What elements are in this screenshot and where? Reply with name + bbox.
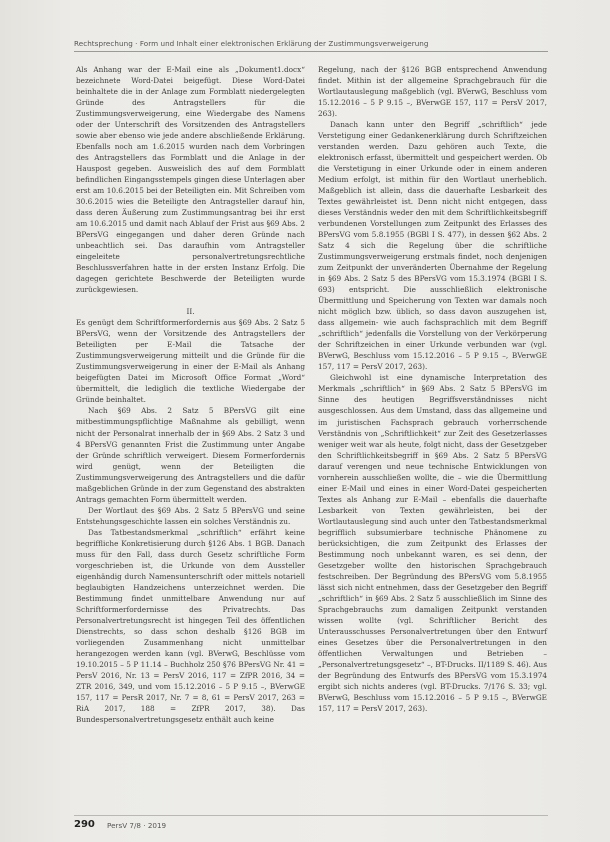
body-paragraph: Der Wortlaut des §69 Abs. 2 Satz 5 BPersVG und seine Entstehungsgeschichte lassen ein solches Verständnis zu. bbox=[76, 505, 305, 526]
issue-label: PersV 7/8 · 2019 bbox=[107, 821, 167, 830]
body-paragraph: Regelung, nach der §126 BGB entsprechend Anwendung findet. Mithin ist der allgemeine Sprachgebrauch für die Wortlautauslegung maßgeblich (vgl. BVerwG, Beschluss vom 15.12.2016 – 5 P 9.15 –, BVerwGE 157, 117 = PersV 2017, 263). bbox=[318, 65, 547, 119]
body-paragraph: Gleichwohl ist eine dynamische Interpretation des Merkmals „schriftlich“ in §69 Abs. 2 Satz 5 BPersVG im Sinne des heutigen Begriffsverständnisses nicht ausgeschlossen. Aus dem Umstand, dass das allgemeine und im juristischen Fachsprach gebrauch vorherrschende Verständnis von „Schriftlichkeit“ zur Zeit des Gesetzerlasses weniger weit war als heute, folgt nicht, dass der Gesetzgeber den Schriftlichkeitsbegriff in §69 Abs. 2 Satz 5 BPersVG darauf verengen und neue technische Entwicklungen von vornherein ausschließen wollte, die – wie die Übermittlung einer E-Mail und eines in einer Word-Datei gespeicherten Textes als Anhang zur E-Mail – ebenfalls die dauerhafte Lesbarkeit von Texten gewährleisten, bei der Wortlautauslegung sind auch unter den Tatbestandsmerkmal begrifflich subsumierbare technische Phänomene zu berücksichtigen, die zum Zeitpunkt des Erlasses der Bestimmung noch unbekannt waren, es sei denn, der Gesetzgeber wollte den historischen Sprachgebrauch festschreiben. Der Begründung des BPersVG vom 5.8.1955 lässt sich nicht entnehmen, dass der Gesetzgeber den Begriff „schriftlich“ in §69 Abs. 2 Satz 5 ausschließlich im Sinne des Sprachgebrauchs zum damaligen Zeitpunkt verstanden wissen wollte (vgl. Schriftlicher Bericht des Unterausschusses Personalvertretungen über den Entwurf eines Gesetzes über die Personalvertretungen in den öffentlichen Verwaltungen und Betrieben – „Personalvertretungsgesetz“ –, BT-Drucks. II/1189 S. 46). Aus der Begründung des Entwurfs des BPersVG vom 15.3.1974 ergibt sich nichts anderes (vgl. BT-Drucks. 7/176 S. 33; vgl. BVerwG, Beschluss vom 15.12.2016 – 5 P 9.15 –, BVerwGE 157, 117 = PersV 2017, 263). bbox=[318, 373, 547, 713]
page-number: 290 bbox=[74, 819, 95, 830]
body-paragraph: Das Tatbestandsmerkmal „schriftlich“ erfährt keine begriffliche Konkretisierung durch §126 Abs. 1 BGB. Danach muss für den Fall, dass durch Gesetz schriftliche Form vorgeschrieben ist, die Urkunde von dem Aussteller eigenhändig durch Namensunterschrift oder mittels notariell beglaubigten Handzeichens unterzeichnet werden. Die Bestimmung findet unmittelbare Anwendung nur auf Schriftformerfordernisse des Privatrechts. Das Personalvertretungsrecht ist hingegen Teil des öffentlichen Dienstrechts, so dass schon deshalb §126 BGB im vorliegenden Zusammenhang nicht unmittelbar herangezogen werden kann (vgl. BVerwG, Beschlüsse vom 19.10.2015 – 5 P 11.14 – Buchholz 250 §76 BPersVG Nr. 41 = PersV 2016, Nr. 13 = PersV 2016, 117 = ZfPR 2016, 34 = ZTR 2016, 349, und vom 15.12.2016 – 5 P 9.15 –, BVerwGE 157, 117 = PersR 2017, Nr. 7 = 8, 61 = PersV 2017, 263 = RiA 2017, 188 = ZfPR 2017, 38). Das Bundespersonalvertretungsgesetz enthält auch keine bbox=[76, 527, 305, 724]
body-paragraph: Nach §69 Abs. 2 Satz 5 BPersVG gilt eine mitbestimmungspflichtige Maßnahme als gebilligt, wenn nicht der Personalrat innerhalb der in §69 Abs. 2 Satz 3 und 4 BPersVG genannten Frist die Zustimmung unter Angabe der Gründe schriftlich verweigert. Diesem Formerfordernis wird genügt, wenn der Beteiligten die Zustimmungsverweigerung des Antragstellers und die dafür maßgeblichen Gründe in der zum Gegenstand des abstrakten Antrags gemachten Form übermittelt werden. bbox=[76, 406, 305, 504]
header-rule bbox=[74, 51, 548, 52]
right-column bbox=[318, 64, 547, 714]
left-column bbox=[76, 64, 305, 725]
section-number: II. bbox=[186, 307, 195, 317]
body-paragraph: Es genügt dem Schriftformerfordernis aus §69 Abs. 2 Satz 5 BPersVG, wenn der Vorsitzende des Antragstellers der Beteiligten per E-Mail die Tatsache der Zustimmungsverweigerung mitteilt und die Gründe für die Zustimmungsverweigerung in einer der E-Mail als Anhang beigefügten Datei im Microsoft Office Format „Word“ übermittelt, die lediglich die textliche Wiedergabe der Gründe beinhaltet. bbox=[76, 318, 305, 405]
running-head: Rechtsprechung · Form und Inhalt einer elektronischen Erklärung der Zustimmungsverweigerung bbox=[74, 39, 429, 48]
body-paragraph: Danach kann unter den Begriff „schriftlich“ jede Verstetigung einer Gedankenerklärung durch Schriftzeichen verstanden werden. Dazu gehören auch Texte, die elektronisch erfasst, übermittelt und gespeichert werden. Ob die Verstetigung in einer Urkunde oder in einem anderen Medium erfolgt, ist mithin für den Wortlaut unerheblich. Maßgeblich ist allein, dass die dauerhafte Lesbarkeit des Textes gewährleistet ist. Denn nicht nicht entgegen, dass dieses Verständnis weder den mit dem Schriftlichkeitsbegriff verbundenen Vorstellungen zum Zeitpunkt des Erlasses des BPersVG vom 5.8.1955 (BGBl I S. 477), in dessen §62 Abs. 2 Satz 4 sich die Regelung über die schriftliche Zustimmungsverweigerung erstmals findet, noch denjenigen zum Zeitpunkt der unveränderten Übernahme der Regelung in §69 Abs. 2 Satz 5 des BPersVG vom 15.3.1974 (BGBl I S. 693) entspricht. Die ausschließlich elektronische Übermittlung und Speicherung von Texten war damals noch nicht möglich bzw. üblich, so dass davon auszugehen ist, dass allgemein- wie auch fachsprachlich mit dem Begriff „schriftlich“ jedenfalls die Vorstellung von der Verkörperung der Schriftzeichen in einer Urkunde verbunden war (vgl. BVerwG, Beschluss vom 15.12.2016 – 5 P 9.15 –, BVerwGE 157, 117 = PersV 2017, 263). bbox=[318, 120, 547, 372]
footer-rule bbox=[74, 815, 548, 816]
body-paragraph: Als Anhang war der E-Mail eine als „Dokument1.docx“ bezeichnete Word-Datei beigefügt. Diese Word-Datei beinhaltete die in der Anlage zum Formblatt niedergelegten Gründe des Antragstellers für die Zustimmungsverweigerung, eine Wiedergabe des Namens oder der Unterschrift des Vorsitzenden des Antragstellers sowie aber ebenso wie jede andere abschließende Erklärung. Ebenfalls noch am 1.6.2015 wurden nach dem Vorbringen des Antragstellers das Formblatt und die Anlage in der Hauspost gegeben. Ausweislich des auf dem Formblatt befindlichen Eingangsstempels gingen diese Unterlagen aber erst am 10.6.2015 bei der Beteiligten ein. Mit Schreiben vom 30.6.2015 wies die Beteiligte den Antragsteller darauf hin, dass deren Äußerung zum Zustimmungsantrag bei ihr erst am 10.6.2015 und damit nach Ablauf der Frist aus §69 Abs. 2 BPersVG eingegangen und daher deren Gründe nach unbeachtlich sei. Das daraufhin vom Antragsteller eingeleitete personalvertretungsrechtliche Beschlussverfahren hatte in der ersten Instanz Erfolg. Die dagegen gerichtete Beschwerde der Beteiligten wurde zurückgewiesen. bbox=[76, 65, 305, 295]
